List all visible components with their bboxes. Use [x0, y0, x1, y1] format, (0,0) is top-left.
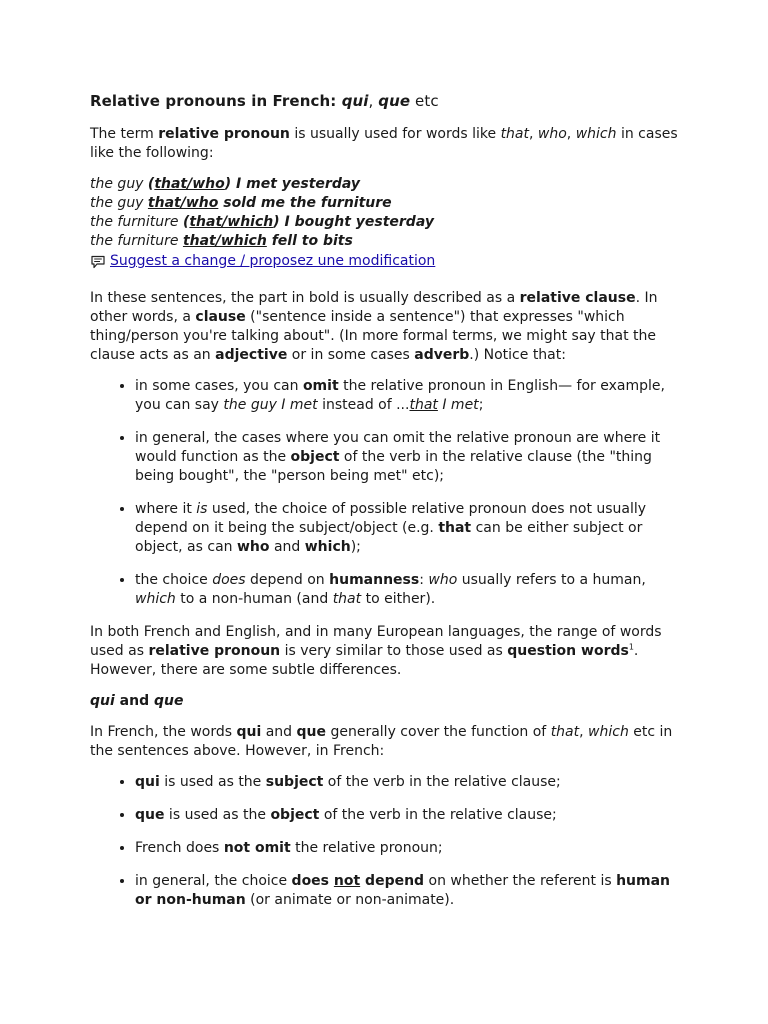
list-item — [135, 839, 678, 858]
italic-run: that — [500, 126, 529, 142]
title-qui: qui — [341, 92, 369, 110]
example-open: ( — [182, 214, 190, 230]
example-pre: the guy — [90, 195, 148, 211]
list-item — [135, 806, 678, 825]
bold-run: object — [290, 449, 340, 465]
text-run: (or animate or non-animate). — [245, 892, 455, 908]
bold-run: human or non-human — [135, 873, 671, 908]
bold-run: clause — [195, 309, 246, 325]
bold-run: adverb — [414, 347, 470, 363]
bold-run: which — [304, 539, 351, 555]
italic-run: the guy I met — [223, 397, 318, 413]
text-run: can be either subject or object, as can — [135, 520, 643, 555]
french-rules-list — [90, 773, 678, 910]
bold-run: que — [135, 807, 165, 823]
example-pronoun: that/who — [154, 176, 225, 192]
bold-run: que — [296, 724, 327, 740]
bold-run: relative pronoun — [148, 643, 281, 659]
suggest-change-link[interactable]: Suggest a change / proposez une modification — [110, 253, 436, 269]
english-notes-list — [90, 377, 678, 609]
text-run: where it — [135, 501, 197, 517]
text-run: . However, there are some subtle differences. — [90, 643, 639, 678]
text-run: and — [269, 539, 305, 555]
bold-run: who — [236, 539, 270, 555]
text-run: is used as the — [159, 774, 266, 790]
list-item — [135, 500, 678, 557]
underline-run: not — [333, 873, 361, 889]
text-run: instead of ... — [317, 397, 410, 413]
bold-run: humanness — [329, 572, 420, 588]
example-clause: sold me the furniture — [218, 195, 392, 211]
bold-run: omit — [302, 378, 339, 394]
list-item — [135, 429, 678, 486]
example-sentences — [90, 175, 678, 251]
text-run: In both French and English, and in many European languages, the range of words used as — [90, 624, 662, 659]
example-open: ( — [147, 176, 155, 192]
comparison-paragraph — [90, 623, 678, 680]
italic-run: I met — [437, 397, 479, 413]
text-run: to either). — [361, 591, 436, 607]
bold-run: question words — [507, 643, 629, 659]
example-clause: I met yesterday — [231, 176, 360, 192]
text-run: used, the choice of possible relative pronoun does not usually depend on it being the subject/object (e.g. — [135, 501, 647, 536]
text-run: is usually used for words like — [289, 126, 501, 142]
speech-bubble-icon — [90, 254, 106, 270]
example-pronoun: that/who — [147, 195, 219, 211]
example-pre: the furniture — [90, 214, 183, 230]
suggest-change-row — [90, 252, 678, 271]
text-run: ; — [478, 397, 484, 413]
italic-run: which — [588, 724, 629, 740]
text-run: .) Notice that: — [469, 347, 566, 363]
text-run: and — [261, 724, 297, 740]
heading-and: and — [114, 693, 154, 709]
text-run: of the verb in the relative clause; — [319, 807, 557, 823]
italic-run: who — [428, 572, 458, 588]
example-pronoun: that/which — [189, 214, 274, 230]
text-run: : — [419, 572, 429, 588]
list-item — [135, 773, 678, 792]
title-prefix: Relative pronouns in French: — [90, 92, 342, 110]
intro-paragraph — [90, 125, 678, 163]
text-run: is used as the — [164, 807, 271, 823]
example-line — [90, 232, 678, 251]
example-clause: fell to bits — [266, 233, 353, 249]
list-item — [135, 872, 678, 910]
text-run: etc in the sentences above. However, in French: — [90, 724, 673, 759]
text-run: In these sentences, the part in bold is usually described as a — [90, 290, 520, 306]
text-run: In French, the words — [90, 724, 237, 740]
bold-run: relative pronoun — [158, 126, 290, 142]
text-run: or in some cases — [287, 347, 415, 363]
text-run: of the verb in the relative clause (the "thing being bought", the "person being met" etc); — [135, 449, 652, 484]
text-run: to a non-human (and — [175, 591, 333, 607]
text-run: on whether the referent is — [424, 873, 617, 889]
bold-run: depend — [360, 873, 425, 889]
text-run: . In other words, a — [90, 290, 658, 325]
example-clause: I bought yesterday — [279, 214, 434, 230]
french-intro-paragraph — [90, 723, 678, 761]
text-run: in general, the choice — [135, 873, 292, 889]
text-run: , — [529, 126, 538, 142]
text-run: in general, the cases where you can omit the relative pronoun are where it would function as the — [135, 430, 661, 465]
example-pronoun: that/which — [182, 233, 267, 249]
example-pre: the guy — [90, 176, 148, 192]
example-line — [90, 213, 678, 232]
text-run: usually refers to a human, — [457, 572, 646, 588]
underline-run: that — [409, 397, 438, 413]
text-run: the choice — [135, 572, 213, 588]
text-run: generally cover the function of — [326, 724, 551, 740]
text-run: in cases like the following: — [90, 126, 678, 161]
text-run: of the verb in the relative clause; — [323, 774, 561, 790]
text-run: ("sentence inside a sentence") that expresses "which thing/person you're talking about". (In more formal terms, we might say that the clause acts as an — [90, 309, 656, 363]
text-run: depend on — [245, 572, 330, 588]
bold-run: adjective — [215, 347, 288, 363]
title-que: que — [378, 92, 411, 110]
example-line — [90, 175, 678, 194]
italic-run: is — [196, 501, 208, 517]
italic-run: which — [575, 126, 617, 142]
text-run: the relative pronoun; — [290, 840, 443, 856]
text-run: is very similar to those used as — [280, 643, 508, 659]
example-pre: the furniture — [90, 233, 183, 249]
bold-run: qui — [236, 724, 262, 740]
italic-run: that — [550, 724, 580, 740]
text-run: The term — [90, 126, 159, 142]
text-run: , — [566, 126, 576, 142]
italic-run: that — [332, 591, 362, 607]
page-title — [90, 92, 678, 111]
bold-run: object — [270, 807, 320, 823]
bold-run: subject — [265, 774, 324, 790]
heading-que: que — [153, 693, 184, 709]
example-close: ) — [224, 176, 232, 192]
bold-run: that — [438, 520, 472, 536]
bold-run: not omit — [223, 840, 291, 856]
italic-run: which — [135, 591, 176, 607]
example-close: ) — [273, 214, 280, 230]
relative-clause-paragraph — [90, 289, 678, 365]
text-run: the relative pronoun in English— for example, you can say — [135, 378, 665, 413]
text-run: in some cases, you can — [135, 378, 303, 394]
footnote-ref: 1 — [628, 642, 634, 652]
section-heading — [90, 692, 678, 711]
text-run: French does — [135, 840, 224, 856]
heading-qui: qui — [90, 693, 115, 709]
title-suffix: etc — [410, 92, 439, 110]
list-item — [135, 377, 678, 415]
title-sep: , — [368, 92, 379, 110]
list-item — [135, 571, 678, 609]
italic-run: who — [537, 126, 567, 142]
text-run: ); — [350, 539, 361, 555]
italic-run: does — [212, 572, 246, 588]
bold-run: does — [291, 873, 334, 889]
example-line — [90, 194, 678, 213]
text-run: , — [579, 724, 589, 740]
bold-run: relative clause — [519, 290, 636, 306]
bold-run: qui — [135, 774, 160, 790]
